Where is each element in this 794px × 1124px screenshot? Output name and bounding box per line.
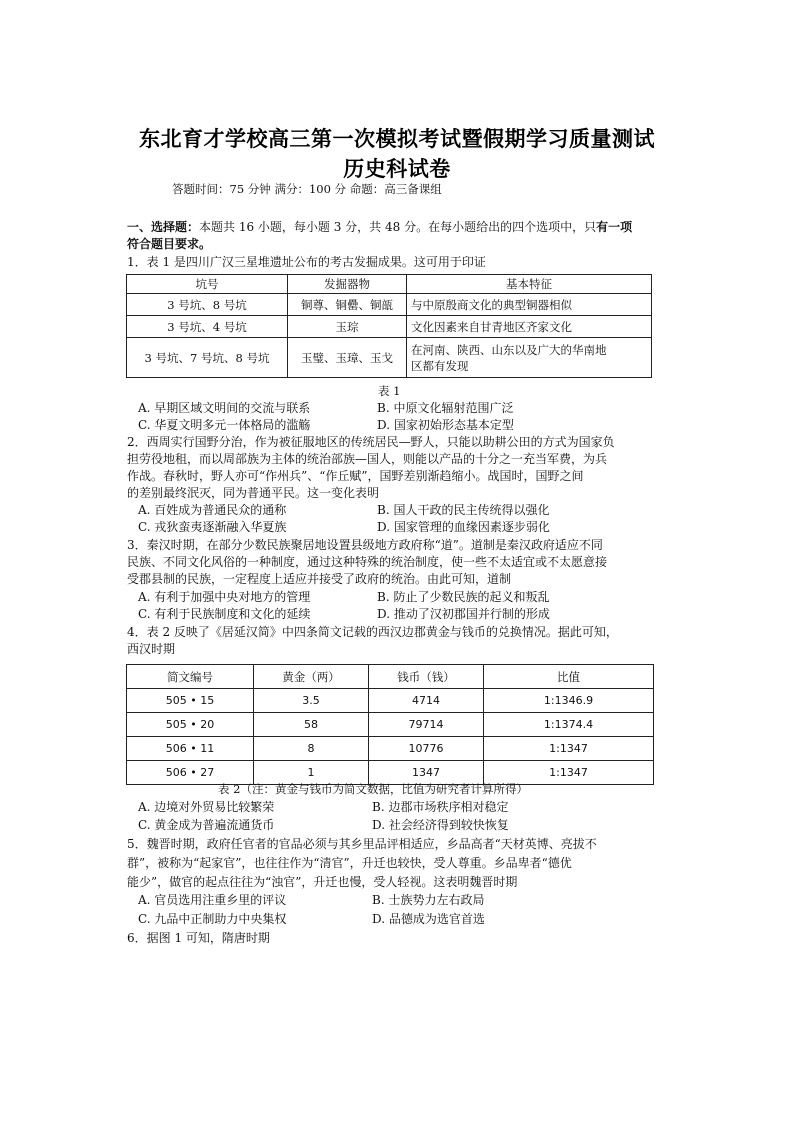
table-row: 506 • 27 1 1347 1:1347 bbox=[127, 761, 654, 785]
section-bold-tail: 有一项 bbox=[596, 220, 633, 234]
q5-option-d[interactable]: D. 品德成为选官首选 bbox=[372, 912, 485, 926]
q2-option-c[interactable]: C. 戎狄蛮夷逐渐融入华夏族 bbox=[138, 520, 287, 534]
question-6-stem: 6．据图 1 可知，隋唐时期 bbox=[127, 931, 270, 945]
question-2-stem-line: 的差别最终泯灭，同为普通平民。这一变化表明 bbox=[127, 486, 380, 500]
subject-title: 历史科试卷 bbox=[343, 157, 451, 181]
q2-option-a[interactable]: A. 百姓成为普通民众的通称 bbox=[138, 503, 287, 517]
table-row: 3 号坑、4 号坑 玉琮 文化因素来自甘青地区齐家文化 bbox=[127, 316, 652, 338]
question-5-stem-line: 5．魏晋时期，政府任官者的官品必须与其乡里品评相适应，乡品高者“天材英博、亮拔不 bbox=[127, 837, 597, 851]
q3-option-b[interactable]: B. 防止了少数民族的起义和叛乱 bbox=[377, 590, 550, 604]
q1-option-d[interactable]: D. 国家初始形态基本定型 bbox=[377, 418, 514, 432]
exam-meta: 答题时间：75 分钟 满分：100 分 命题：高三备课组 bbox=[172, 182, 442, 196]
question-1-stem: 1．表 1 是四川广汉三星堆遗址公布的考古发掘成果。这可用于印证 bbox=[127, 255, 486, 269]
question-4-stem-line: 4．表 2 反映了《居延汉简》中四条简文记载的西汉边郡黄金与钱币的兑换情况。据此可知， bbox=[127, 625, 618, 639]
table-2 bbox=[126, 664, 654, 785]
table-row: 505 • 20 58 79714 1:1374.4 bbox=[127, 713, 654, 737]
question-2-stem-line: 作战。春秋时，野人亦可“作州兵”、“作丘赋”，国野差别渐趋缩小。战国时，国野之间 bbox=[127, 469, 584, 483]
table-2-caption: 表 2（注：黄金与钱币为简文数据，比值为研究者计算所得） bbox=[218, 782, 528, 796]
q1-option-c[interactable]: C. 华夏文明多元一体格局的滥觞 bbox=[138, 418, 311, 432]
q4-option-b[interactable]: B. 边郡市场秩序相对稳定 bbox=[372, 800, 509, 814]
section-text: 本题共 16 小题，每小题 3 分，共 48 分。在每小题给出的四个选项中，只 bbox=[199, 220, 597, 234]
q5-option-b[interactable]: B. 士族势力左右政局 bbox=[372, 893, 485, 907]
table-row: 505 • 15 3.5 4714 1:1346.9 bbox=[127, 689, 654, 713]
q4-option-a[interactable]: A. 边境对外贸易比较繁荣 bbox=[138, 800, 275, 814]
q2-option-d[interactable]: D. 国家管理的血缘因素逐步弱化 bbox=[377, 520, 550, 534]
q5-option-a[interactable]: A. 官员选用注重乡里的评议 bbox=[138, 893, 287, 907]
question-4-stem-line: 西汉时期 bbox=[127, 642, 176, 656]
table-1 bbox=[126, 274, 652, 378]
q1-option-a[interactable]: A. 早期区域文明间的交流与联系 bbox=[138, 401, 311, 415]
question-2-stem-line: 2．西周实行国野分治，作为被征服地区的传统居民—野人，只能以助耕公田的方式为国家负 bbox=[127, 435, 615, 449]
q4-option-c[interactable]: C. 黄金成为普遍流通货币 bbox=[138, 818, 275, 832]
q3-option-d[interactable]: D. 推动了汉初郡国并行制的形成 bbox=[377, 607, 550, 621]
table-row: 506 • 11 8 10776 1:1347 bbox=[127, 737, 654, 761]
q4-option-d[interactable]: D. 社会经济得到较快恢复 bbox=[372, 818, 509, 832]
table-row: 简文编号 黄金（两） 钱币（钱） 比值 bbox=[127, 665, 654, 689]
section-heading bbox=[127, 219, 632, 235]
table-row: 3 号坑、7 号坑、8 号坑 玉璧、玉璋、玉戈 在河南、陕西、山东以及广大的华南地 区都有发现 bbox=[127, 338, 652, 378]
question-3-stem-line: 3．秦汉时期，在部分少数民族聚居地设置县级地方政府称“道”。道制是秦汉政府适应不同 bbox=[127, 538, 603, 552]
question-5-stem-line: 群”，被称为“起家官”，也往往作为“清官”，升迁也较快，受人尊重。乡品卑者“德优 bbox=[127, 856, 572, 870]
question-3-stem-line: 民族、不同文化风俗的一种制度，通过这种特殊的统治制度，使一些不太适宜或不太愿意接 bbox=[127, 555, 608, 569]
q5-option-c[interactable]: C. 九品中正制助力中央集权 bbox=[138, 912, 287, 926]
section-heading-line2: 符合题目要求。 bbox=[127, 237, 212, 251]
table-row: 3 号坑、8 号坑 铜尊、铜罍、铜瓿 与中原殷商文化的典型铜器相似 bbox=[127, 294, 652, 316]
q1-option-b[interactable]: B. 中原文化辐射范围广泛 bbox=[377, 401, 514, 415]
table-1-caption: 表 1 bbox=[378, 384, 401, 398]
question-2-stem-line: 担劳役地租，而以周部族为主体的统治部族—国人，则能以产品的十分之一充当军费，为兵 bbox=[127, 452, 608, 466]
question-5-stem-line: 能少”，做官的起点往往为“浊官”，升迁也慢，受人轻视。这表明魏晋时期 bbox=[127, 875, 518, 889]
q3-option-a[interactable]: A. 有利于加强中央对地方的管理 bbox=[138, 590, 311, 604]
table-row: 坑号 发掘器物 基本特征 bbox=[127, 275, 652, 294]
q3-option-c[interactable]: C. 有利于民族制度和文化的延续 bbox=[138, 607, 311, 621]
exam-title: 东北育才学校高三第一次模拟考试暨假期学习质量测试 bbox=[139, 127, 655, 151]
section-label: 一、选择题： bbox=[127, 220, 200, 234]
question-3-stem-line: 受郡县制的民族，一定程度上适应并接受了政府的统治。由此可知，道制 bbox=[127, 572, 512, 586]
q2-option-b[interactable]: B. 国人干政的民主传统得以强化 bbox=[377, 503, 550, 517]
